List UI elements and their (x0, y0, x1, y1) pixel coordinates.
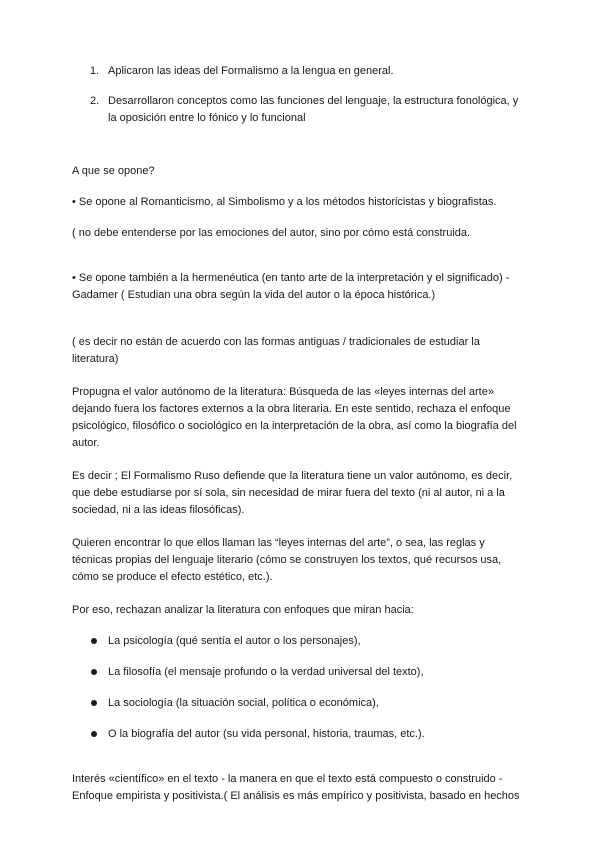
bullet-dot (91, 669, 97, 675)
bullet-dot (91, 638, 97, 644)
item-text: Aplicaron las ideas del Formalismo a la lengua en general. (108, 65, 394, 77)
internal-laws-paragraph: Quieren encontrar lo que ellos llaman las “leyes internas del arte”, o sea, las reglas y técnicas propias del lenguaje literario (cómo se construyen los textos, qué recursos usa, cómo se produce el efecto estético, etc.). (72, 537, 502, 583)
item-number: 1. (90, 65, 100, 77)
scientific-interest-paragraph: Interés «científico» en el texto - la manera en que el texto está compuesto o construido - Enfoque empirista y positivista.( El análisis es más empírico y positivista, basado en hechos (72, 773, 520, 802)
bullet-text: La filosofía (el mensaje profundo o la verdad universal del texto), (108, 666, 424, 678)
document-page (72, 63, 528, 805)
opposes-paragraph-1: • Se opone al Romanticismo, al Simbolismo y a los métodos historicistas y biografistas. (72, 196, 497, 208)
item-text: Desarrollaron conceptos como las funciones del lenguaje, la estructura fonológica, y la oposición entre lo fónico y lo funcional (108, 95, 519, 124)
clarification-paragraph: ( no debe entenderse por las emociones del autor, sino por cómo está construida. (72, 227, 471, 239)
in-other-words-paragraph: Es decir ; El Formalismo Ruso defiende que la literatura tiene un valor autónomo, es decir, que debe estudiarse por sí sola, sin necesidad de mirar fuera del texto (ni al autor, ni a la sociedad, ni a las ideas filosóficas). (72, 470, 513, 516)
bullet-dot (91, 731, 97, 737)
autonomous-value-paragraph: Propugna el valor autónomo de la literatura: Búsqueda de las «leyes internas del arte» dejando fuera los factores externos a la obra literaria. En este sentido, rechaza el enfoque psicológico, filosófico o sociológico en la interpretación de la obra, así como la biografía del autor. (72, 386, 517, 449)
opposes-paragraph-2: • Se opone también a la hermenéutica (en tanto arte de la interpretación y el significado) - Gadamer ( Estudian una obra según la vida del autor o la época histórica.) (72, 272, 510, 301)
bullet-text: La sociología (la situación social, política o económica), (108, 697, 379, 709)
bullet-item (72, 726, 528, 743)
bullet-text: La psicología (qué sentía el autor o los personajes), (108, 635, 361, 647)
bullet-item (72, 633, 528, 650)
bullet-item (72, 695, 528, 712)
therefore-paragraph: Por eso, rechazan analizar la literatura con enfoques que miran hacia: (72, 604, 414, 616)
numbered-item (72, 93, 528, 127)
bullet-dot (91, 700, 97, 706)
numbered-list (72, 63, 528, 127)
numbered-item (72, 63, 528, 80)
item-number: 2. (90, 95, 100, 107)
bullet-item (72, 664, 528, 681)
bullet-list (72, 633, 528, 743)
bullet-text: O la biografía del autor (su vida personal, historia, traumas, etc.). (108, 728, 425, 740)
traditional-paragraph: ( es decir no están de acuerdo con las formas antiguas / tradicionales de estudiar la literatura) (72, 336, 480, 365)
question-heading: A que se opone? (72, 165, 155, 177)
